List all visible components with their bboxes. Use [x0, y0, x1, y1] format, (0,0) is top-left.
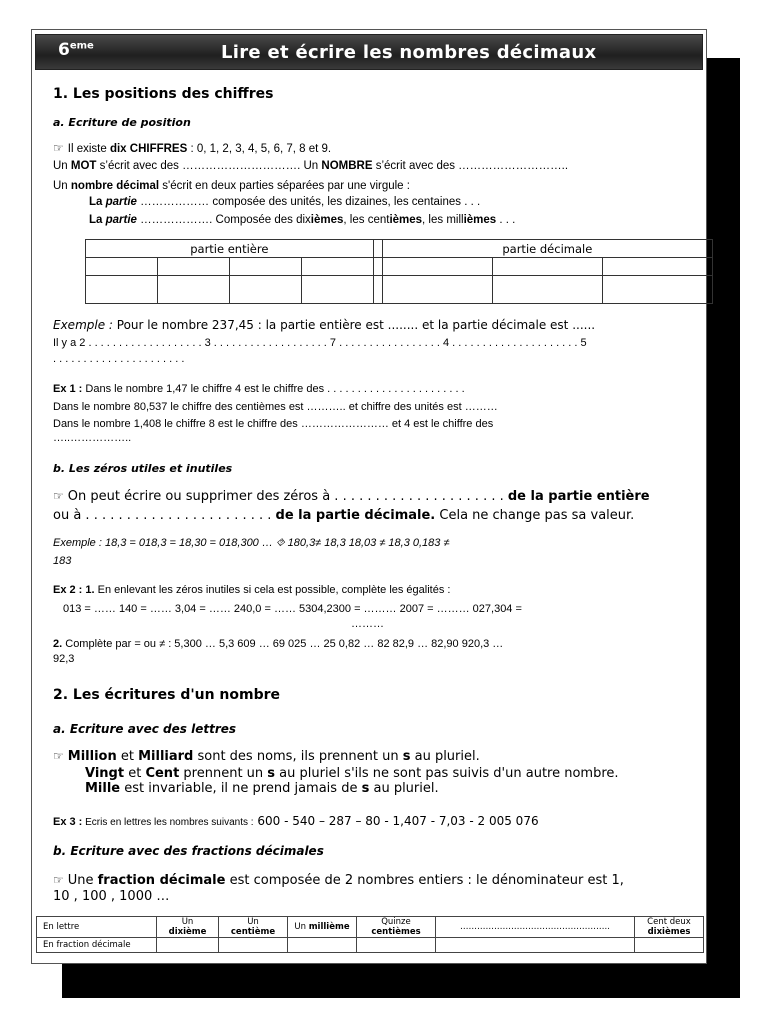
- ex2-line: [53, 584, 699, 596]
- text-frag: s’écrit avec des …………………………. Un: [96, 160, 322, 172]
- text-frag: est composée de 2 nombres entiers : le dénominateur est 1,: [225, 873, 624, 888]
- integer-part-header: partie entière: [86, 240, 374, 258]
- ex2-values: 013 = …… 140 = …… 3,04 = …… 240,0 = …… 5304,2300 = ……… 2007 = ……… 027,304 =: [63, 603, 522, 615]
- cell-text: Un: [247, 917, 259, 927]
- decimal-def-line: [53, 180, 699, 192]
- ex1-line-2: Dans le nombre 80,537 le chiffre des centièmes est ……….. et chiffre des unités est ………: [53, 401, 498, 413]
- pointing-hand-icon: ☞: [53, 873, 64, 887]
- title-bar: [35, 34, 703, 70]
- table-cell[interactable]: [492, 258, 602, 276]
- section-2b-title: b. Ecriture avec des fractions décimales: [53, 844, 324, 858]
- text-frag: On peut écrire ou supprimer des zéros à . . . . . . . . . . . . . . . . . . . . .: [67, 489, 508, 504]
- text-frag: ou à . . . . . . . . . . . . . . . . . . . . . . .: [53, 508, 276, 523]
- cell-dixieme: [157, 917, 219, 938]
- worksheet-page: [31, 29, 707, 964]
- text-frag: au pluriel.: [410, 749, 480, 764]
- decimal-part-bold: de la partie décimale.: [275, 508, 436, 523]
- ex1-line-3: Dans le nombre 1,408 le chiffre 8 est le chiffre des …………………… et 4 est le chiffre des: [53, 418, 494, 430]
- decimal-part-header: partie décimale: [382, 240, 712, 258]
- pointing-hand-icon: ☞: [53, 489, 64, 503]
- text-frag: , les mill: [422, 214, 464, 226]
- fraction-line-1: [53, 873, 699, 888]
- cell-bold: dixième: [168, 927, 207, 937]
- section-1b-title: b. Les zéros utiles et inutiles: [53, 462, 233, 475]
- cell-blank[interactable]: ……………………………………………..: [436, 917, 635, 938]
- text-frag: ………………. Composée des dix: [136, 214, 311, 226]
- text-frag: , les cent: [343, 214, 390, 226]
- grade-level: [58, 40, 94, 60]
- grade-number: 6: [58, 40, 70, 60]
- table-cell[interactable]: [602, 258, 712, 276]
- ex1-label: Ex 1 :: [53, 383, 83, 395]
- text-frag: La: [89, 196, 106, 208]
- zeros-example-2: 183: [53, 555, 72, 567]
- vingt-bold: Vingt: [85, 766, 125, 781]
- cell-bold: dixièmes: [647, 927, 691, 937]
- digits-bold: dix CHIFFRES: [109, 143, 188, 155]
- cell-cent-deux: [635, 917, 704, 938]
- cell-centieme: [219, 917, 288, 938]
- partie-bold: partie: [105, 196, 137, 208]
- cell-bold: millième: [308, 922, 350, 932]
- ex2-label: Ex 2 :: [53, 584, 83, 596]
- text-frag: s'écrit en deux parties séparées par une virgule :: [159, 180, 410, 192]
- text-frag: ……………… composée des unités, les dizaines, les centaines . . .: [136, 196, 481, 208]
- nombre-bold: NOMBRE: [321, 160, 373, 172]
- cell-text: Un: [181, 917, 194, 927]
- vingt-line: [53, 766, 731, 781]
- table-separator: [373, 276, 382, 304]
- table-cell[interactable]: [229, 258, 301, 276]
- text-frag: sont des noms, ils prennent un: [193, 749, 403, 764]
- text-frag: Un: [53, 160, 71, 172]
- text-frag: est invariable, il ne prend jamais de: [120, 781, 362, 796]
- row-label-letters: En lettre: [37, 917, 157, 938]
- table-cell[interactable]: [86, 258, 158, 276]
- million-bold: Million: [67, 749, 117, 764]
- ex3-line: [53, 810, 699, 829]
- text-frag: et: [124, 766, 146, 781]
- example-label: Exemple :: [53, 318, 113, 332]
- answer-cell[interactable]: [635, 938, 704, 953]
- text-frag: prennent un: [179, 766, 268, 781]
- ex2b-text: Complète par = ou ≠ : 5,300 … 5,3 609 … 69 025 … 25 0,82 … 82 82,9 … 82,90 920,3 …: [62, 638, 504, 650]
- ex2-number: 1.: [85, 584, 95, 596]
- answer-cell[interactable]: [219, 938, 288, 953]
- text-frag: et: [116, 749, 139, 764]
- fraction-bold: fraction décimale: [97, 873, 226, 888]
- integer-part-line: [53, 196, 735, 208]
- s-bold: s: [402, 749, 411, 764]
- table-cell[interactable]: [157, 258, 229, 276]
- section-2-title: 2. Les écritures d'un nombre: [53, 687, 281, 703]
- cell-text: Un: [294, 922, 309, 932]
- cent-bold: Cent: [145, 766, 180, 781]
- s-bold: s: [267, 766, 276, 781]
- table-separator: [373, 240, 382, 258]
- fraction-table: [36, 916, 704, 953]
- text-frag: . . .: [496, 214, 516, 226]
- cell-text: Cent deux: [647, 917, 691, 927]
- page-title: Lire et écrire les nombres décimaux: [221, 42, 597, 63]
- answer-cell[interactable]: [288, 938, 357, 953]
- ex1-text: Dans le nombre 1,47 le chiffre 4 est le chiffre des . . . . . . . . . . . . . . . . . . . . . . .: [82, 383, 465, 395]
- suffix-bold: ièmes: [389, 214, 423, 226]
- zeros-line-1: [53, 489, 699, 504]
- cell-quinze: [357, 917, 436, 938]
- text-frag: Un: [53, 180, 71, 192]
- answer-cell[interactable]: [436, 938, 635, 953]
- text-frag: au pluriel s'ils ne sont pas suivis d'un autre nombre.: [275, 766, 619, 781]
- cell-bold: centième: [230, 927, 276, 937]
- ily-line-2: . . . . . . . . . . . . . . . . . . . . . .: [53, 353, 185, 365]
- table-cell[interactable]: [301, 258, 373, 276]
- text-frag: Une: [67, 873, 98, 888]
- pointing-hand-icon: ☞: [53, 141, 64, 155]
- ex2-text: En enlevant les zéros inutiles si cela est possible, complète les égalités :: [94, 584, 451, 596]
- suffix-bold: ièmes: [310, 214, 344, 226]
- digits-line: [53, 141, 699, 155]
- digits-text: Il existe: [67, 143, 110, 155]
- table-separator: [373, 258, 382, 276]
- digits-list: : 0, 1, 2, 3, 4, 5, 6, 7, 8 et 9.: [187, 143, 332, 155]
- ex2b-line-2: 92,3: [53, 653, 75, 665]
- section-1a-title: a. Ecriture de position: [53, 116, 191, 129]
- answer-cell[interactable]: [157, 938, 219, 953]
- zeros-line-2: [53, 508, 699, 523]
- text-frag: La: [89, 214, 106, 226]
- ex2b-line: [53, 638, 699, 650]
- example-text: Pour le nombre 237,45 : la partie entière est ........ et la partie décimale est ......: [112, 318, 596, 332]
- mille-line: [53, 781, 731, 796]
- mot-bold: MOT: [70, 160, 97, 172]
- text-frag: au pluriel.: [369, 781, 439, 796]
- position-table: [85, 239, 713, 304]
- s-bold: s: [361, 781, 370, 796]
- ex2b-number: 2.: [53, 638, 63, 650]
- table-cell[interactable]: [382, 258, 492, 276]
- ily-line: Il y a 2 . . . . . . . . . . . . . . . . . . . 3 . . . . . . . . . . . . . . . . . . . 7 . . . . . . . . . . . . . . . . . 4 . . . . . . . . . . . . . . . . . . . . . 5: [53, 337, 587, 349]
- million-line: [53, 749, 699, 764]
- table-cell[interactable]: [301, 276, 373, 304]
- partie-bold: partie: [105, 214, 137, 226]
- suffix-bold: ièmes: [463, 214, 497, 226]
- table-cell[interactable]: [492, 276, 602, 304]
- decimal-part-line: [53, 214, 735, 226]
- mille-bold: Mille: [85, 781, 121, 796]
- fraction-line-2: 10 , 100 , 1000 …: [53, 889, 170, 904]
- section-2a-title: a. Ecriture avec des lettres: [53, 722, 237, 736]
- row-label-fraction: En fraction décimale: [37, 938, 157, 953]
- cell-millieme: [288, 917, 357, 938]
- example-line: [53, 318, 699, 332]
- ex3-text: Ecris en lettres les nombres suivants :: [82, 817, 254, 828]
- decimal-bold: nombre décimal: [70, 180, 160, 192]
- table-cell[interactable]: [602, 276, 712, 304]
- section-1-title: 1. Les positions des chiffres: [53, 86, 274, 102]
- answer-cell[interactable]: [357, 938, 436, 953]
- ex2-values-2: ………: [351, 618, 384, 630]
- mot-nombre-line: [53, 160, 699, 172]
- table-cell[interactable]: [157, 276, 229, 304]
- grade-suffix: eme: [69, 40, 94, 52]
- text-frag: Cela ne change pas sa valeur.: [435, 508, 635, 523]
- ex1-line-1: [53, 383, 699, 395]
- cell-text: Quinze: [381, 917, 411, 927]
- text-frag: s’écrit avec des ………………………..: [372, 160, 569, 172]
- milliard-bold: Milliard: [138, 749, 194, 764]
- table-cell[interactable]: [229, 276, 301, 304]
- table-cell[interactable]: [382, 276, 492, 304]
- ex3-label: Ex 3 :: [53, 816, 83, 828]
- pointing-hand-icon: ☞: [53, 749, 64, 763]
- cell-bold: centièmes: [371, 927, 421, 937]
- ex3-values: 600 - 540 – 287 – 80 - 1,407 - 7,03 - 2 005 076: [253, 814, 539, 828]
- zeros-example: Exemple : 18,3 = 018,3 = 18,30 = 018,300 … ⯑ 180,3≠ 18,3 18,03 ≠ 18,3 0,183 ≠: [53, 537, 450, 549]
- ex1-line-4: …..……………..: [53, 432, 132, 444]
- table-cell[interactable]: [86, 276, 158, 304]
- integer-part-bold: de la partie entière: [507, 489, 650, 504]
